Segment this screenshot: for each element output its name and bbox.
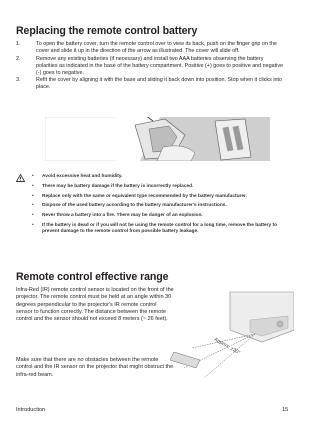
- warning-text: Avoid excessive heat and humidity.: [42, 174, 123, 179]
- step-number: 1.: [16, 41, 21, 47]
- warning-item: • If the battery is dead or if you will not be using the remote control for a long time, remove the battery to prevent damage to the remote control from possible battery leakage.: [32, 223, 291, 235]
- range-section-title: Remote control effective range: [16, 271, 169, 283]
- warning-text: There may be battery damage if the battery is incorrectly replaced.: [42, 183, 194, 189]
- step-text: To open the battery cover, turn the remote control over to view its back, push on the finger grip on the cover and slide it up in the direction of the arrow as illustrated. The cover will slide off.: [36, 41, 277, 55]
- step-number: 3.: [16, 77, 21, 84]
- range-paragraph-2: Make sure that there are no obstacles between the remote control and the IR sensor on the projector that might obstruct the infra-red beam.: [16, 357, 174, 378]
- step-item: [16, 41, 286, 55]
- warning-icon: [16, 174, 25, 182]
- battery-steps-list: [16, 41, 286, 92]
- warnings-list: [16, 174, 291, 235]
- angle-label: Approx. ±30°: [213, 336, 242, 357]
- warning-item: • Avoid excessive heat and humidity.: [32, 174, 123, 179]
- step-item: [16, 77, 286, 91]
- remote-range-illustration: [170, 290, 294, 380]
- warning-item: • Never throw a battery into a fire. There may be danger of an explosion.: [32, 213, 203, 219]
- warning-text: Never throw a battery into a fire. There may be danger of an explosion.: [42, 213, 203, 219]
- range-paragraph-1: Infra-Red (IR) remote control sensor is located on the front of the projector. The remote control must be held at an angle within 30 degrees perpendicular to the projector's IR remote control sensor to function correctly. The distance between the remote control and the sensor should not exceed 8 meters (~ 26 feet).: [16, 287, 174, 323]
- battery-replacement-illustration: [45, 117, 270, 161]
- warning-item: • There may be battery damage if the battery is incorrectly replaced.: [32, 183, 194, 189]
- footer-section-name: Introduction: [16, 407, 46, 413]
- warning-text: Replace only with the same or equivalent type recommended by the battery manufacturer.: [42, 193, 247, 199]
- warning-item: • Replace only with the same or equivalent type recommended by the battery manufacturer.: [32, 193, 247, 199]
- battery-section-title: Replacing the remote control battery: [16, 25, 198, 37]
- step-text: Refit the cover by aligning it with the base and sliding it back down into position. Stop when it clicks into place.: [36, 77, 283, 91]
- step-item: [16, 56, 286, 77]
- warning-text: If the battery is dead or if you will not be using the remote control for a long time, remove the battery to prevent damage to the remote control from possible battery leakage.: [42, 222, 278, 235]
- battery-warnings: [16, 174, 291, 239]
- remote-batteries-image: [215, 119, 251, 160]
- remote-image: [170, 352, 200, 368]
- step-number: 2.: [16, 55, 21, 62]
- warning-item: • Dispose of the used battery according to the battery manufacturer's instructions.: [32, 203, 227, 209]
- step-text: Remove any existing batteries (if necessary) and install two AAA batteries observing the battery polarities as indicated in the base of the battery compartment. Positive (+) goes to positive and negative (-) goes to negative.: [36, 55, 284, 76]
- warning-text: Dispose of the used battery according to the battery manufacturer's instructions.: [42, 203, 227, 209]
- page-number: 15: [282, 407, 289, 413]
